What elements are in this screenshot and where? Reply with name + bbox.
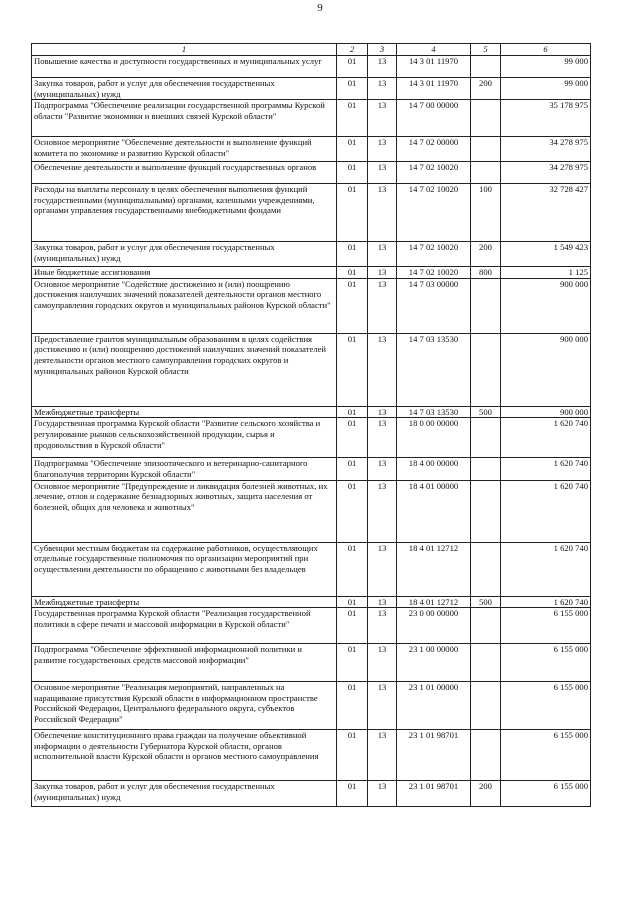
- cell-name: Основное мероприятие "Содействие достижению и (или) поощрению достижения наилучших значений показателей деятельности органов местного самоуправления городских округов и муниципальных районов Курской области": [32, 278, 337, 333]
- cell-target-article: 18 4 01 12712: [397, 596, 471, 608]
- cell-subsection: 13: [368, 730, 397, 781]
- cell-expense-type: [471, 162, 501, 184]
- cell-section: 01: [337, 78, 368, 100]
- column-header-expense-type: 5: [471, 44, 501, 56]
- cell-target-article: 14 7 02 10020: [397, 242, 471, 267]
- cell-subsection: 13: [368, 418, 397, 458]
- cell-target-article: 14 7 02 10020: [397, 267, 471, 279]
- cell-expense-type: [471, 608, 501, 644]
- cell-subsection: 13: [368, 162, 397, 184]
- cell-name: Подпрограмма "Обеспечение эффективной информационной политики и развитие государственных средств массовой информации": [32, 644, 337, 682]
- cell-amount: 900 000: [501, 406, 591, 418]
- cell-subsection: 13: [368, 542, 397, 596]
- cell-amount: 99 000: [501, 78, 591, 100]
- cell-name: Закупка товаров, работ и услуг для обеспечения государственных (муниципальных) нужд: [32, 781, 337, 807]
- cell-target-article: 23 1 01 98701: [397, 730, 471, 781]
- cell-name: Субвенции местным бюджетам на содержание работников, осуществляющих отдельные государственные полномочия по организации мероприятий при осуществлении деятельности по обращению с животными без владельцев: [32, 542, 337, 596]
- cell-expense-type: 200: [471, 78, 501, 100]
- cell-name: Обеспечение конституционного права граждан на получение объективной информации о деятельности Губернатора Курской области, органов исполнительной власти Курской области и органов местного самоуправления: [32, 730, 337, 781]
- cell-section: 01: [337, 100, 368, 137]
- cell-section: 01: [337, 596, 368, 608]
- cell-target-article: 14 7 03 13530: [397, 333, 471, 406]
- cell-amount: 1 620 740: [501, 480, 591, 542]
- cell-target-article: 14 7 02 10020: [397, 184, 471, 242]
- column-header-target-article: 4: [397, 44, 471, 56]
- table-row: [32, 608, 591, 644]
- cell-amount: 6 155 000: [501, 781, 591, 807]
- table-row: [32, 333, 591, 406]
- cell-subsection: 13: [368, 100, 397, 137]
- table-row: [32, 162, 591, 184]
- cell-amount: 6 155 000: [501, 608, 591, 644]
- table-row: [32, 480, 591, 542]
- cell-section: 01: [337, 406, 368, 418]
- cell-target-article: 23 0 00 00000: [397, 608, 471, 644]
- cell-target-article: 14 7 00 00000: [397, 100, 471, 137]
- cell-name: Подпрограмма "Обеспечение эпизоотического и ветеринарно-санитарного благополучия территории Курской области": [32, 458, 337, 480]
- cell-expense-type: [471, 458, 501, 480]
- cell-name: Закупка товаров, работ и услуг для обеспечения государственных (муниципальных) нужд: [32, 78, 337, 100]
- cell-subsection: 13: [368, 644, 397, 682]
- cell-target-article: 23 1 01 98701: [397, 781, 471, 807]
- cell-amount: 900 000: [501, 333, 591, 406]
- cell-expense-type: [471, 56, 501, 78]
- table-row: [32, 781, 591, 807]
- cell-subsection: 13: [368, 333, 397, 406]
- cell-target-article: 18 0 00 00000: [397, 418, 471, 458]
- cell-subsection: 13: [368, 406, 397, 418]
- cell-target-article: 14 3 01 11970: [397, 78, 471, 100]
- cell-section: 01: [337, 278, 368, 333]
- cell-name: Государственная программа Курской области "Реализация государственной политики в сфере печати и массовой информации в Курской области": [32, 608, 337, 644]
- cell-name: Закупка товаров, работ и услуг для обеспечения государственных (муниципальных) нужд: [32, 242, 337, 267]
- cell-amount: 35 178 975: [501, 100, 591, 137]
- cell-section: 01: [337, 418, 368, 458]
- cell-name: Обеспечение деятельности и выполнение функций государственных органов: [32, 162, 337, 184]
- cell-amount: 1 620 740: [501, 458, 591, 480]
- cell-subsection: 13: [368, 184, 397, 242]
- cell-section: 01: [337, 458, 368, 480]
- cell-name: Подпрограмма "Обеспечение реализации государственной программы Курской области "Развитие экономики и внешних связей Курской области": [32, 100, 337, 137]
- cell-subsection: 13: [368, 242, 397, 267]
- cell-expense-type: [471, 333, 501, 406]
- cell-subsection: 13: [368, 56, 397, 78]
- cell-expense-type: [471, 682, 501, 730]
- cell-target-article: 18 4 00 00000: [397, 458, 471, 480]
- cell-target-article: 14 7 03 00000: [397, 278, 471, 333]
- cell-amount: 900 000: [501, 278, 591, 333]
- cell-amount: 1 549 423: [501, 242, 591, 267]
- cell-subsection: 13: [368, 137, 397, 162]
- cell-target-article: 23 1 01 00000: [397, 682, 471, 730]
- cell-expense-type: [471, 542, 501, 596]
- budget-table: [31, 43, 591, 807]
- table-row: [32, 596, 591, 608]
- table-row: [32, 418, 591, 458]
- cell-expense-type: [471, 480, 501, 542]
- table-row: [32, 137, 591, 162]
- page-number: 9: [317, 2, 323, 14]
- cell-expense-type: [471, 100, 501, 137]
- cell-expense-type: [471, 137, 501, 162]
- column-header-amount: 6: [501, 44, 591, 56]
- cell-name: Государственная программа Курской области "Развитие сельского хозяйства и регулирование рынков сельскохозяйственной продукции, сырья и продовольствия в Курской области": [32, 418, 337, 458]
- table-row: [32, 406, 591, 418]
- table-body: [32, 56, 591, 807]
- cell-target-article: 14 3 01 11970: [397, 56, 471, 78]
- cell-subsection: 13: [368, 78, 397, 100]
- cell-name: Иные бюджетные ассигнования: [32, 267, 337, 279]
- table-row: [32, 644, 591, 682]
- cell-section: 01: [337, 608, 368, 644]
- cell-amount: 34 278 975: [501, 137, 591, 162]
- cell-section: 01: [337, 137, 368, 162]
- cell-amount: 1 125: [501, 267, 591, 279]
- cell-name: Расходы на выплаты персоналу в целях обеспечения выполнения функций государственными (муниципальными) органами, казенными учреждениями, органами управления государственными внебюджетными фондами: [32, 184, 337, 242]
- cell-section: 01: [337, 184, 368, 242]
- cell-name: Повышение качества и доступности государственных и муниципальных услуг: [32, 56, 337, 78]
- cell-amount: 34 278 975: [501, 162, 591, 184]
- cell-amount: 99 000: [501, 56, 591, 78]
- cell-expense-type: [471, 278, 501, 333]
- cell-section: 01: [337, 56, 368, 78]
- cell-amount: 32 728 427: [501, 184, 591, 242]
- table-row: [32, 267, 591, 279]
- cell-expense-type: [471, 644, 501, 682]
- cell-amount: 6 155 000: [501, 644, 591, 682]
- cell-target-article: 18 4 01 12712: [397, 542, 471, 596]
- cell-section: 01: [337, 644, 368, 682]
- cell-subsection: 13: [368, 608, 397, 644]
- cell-section: 01: [337, 242, 368, 267]
- cell-subsection: 13: [368, 480, 397, 542]
- cell-name: Основное мероприятие "Предупреждение и ликвидация болезней животных, их лечение, отлов и содержание безнадзорных животных, защита населения от болезней, общих для человека и животных": [32, 480, 337, 542]
- cell-name: Межбюджетные трансферты: [32, 596, 337, 608]
- cell-amount: 1 620 740: [501, 596, 591, 608]
- cell-section: 01: [337, 682, 368, 730]
- table-row: [32, 242, 591, 267]
- table-row: [32, 100, 591, 137]
- cell-name: Предоставление грантов муниципальным образованиям в целях содействия достижению и (или) поощрению достижений наилучших значений показателей деятельности органов местного самоуправления городских округов и муниципальных районов Курской области: [32, 333, 337, 406]
- table-row: [32, 542, 591, 596]
- cell-expense-type: 100: [471, 184, 501, 242]
- cell-target-article: 18 4 01 00000: [397, 480, 471, 542]
- table-row: [32, 78, 591, 100]
- cell-amount: 1 620 740: [501, 542, 591, 596]
- cell-expense-type: 800: [471, 267, 501, 279]
- table-row: [32, 56, 591, 78]
- cell-subsection: 13: [368, 458, 397, 480]
- cell-expense-type: 500: [471, 406, 501, 418]
- table-row: [32, 458, 591, 480]
- cell-section: 01: [337, 730, 368, 781]
- cell-subsection: 13: [368, 267, 397, 279]
- cell-target-article: 14 7 02 00000: [397, 137, 471, 162]
- table-header-row: [32, 44, 591, 56]
- cell-section: 01: [337, 781, 368, 807]
- table-row: [32, 278, 591, 333]
- cell-expense-type: [471, 418, 501, 458]
- cell-section: 01: [337, 162, 368, 184]
- cell-subsection: 13: [368, 682, 397, 730]
- cell-amount: 6 155 000: [501, 730, 591, 781]
- cell-name: Основное мероприятие "Реализация мероприятий, направленных на наращивание присутствия Курской области в информационном пространстве Российской Федерации, Центрального федерального округа, субъектов Российской Федерации": [32, 682, 337, 730]
- cell-name: Межбюджетные трансферты: [32, 406, 337, 418]
- cell-section: 01: [337, 542, 368, 596]
- table-row: [32, 184, 591, 242]
- cell-section: 01: [337, 267, 368, 279]
- cell-amount: 1 620 740: [501, 418, 591, 458]
- cell-expense-type: 500: [471, 596, 501, 608]
- cell-name: Основное мероприятие "Обеспечение деятельности и выполнение функций комитета по экономике и развитию Курской области": [32, 137, 337, 162]
- table-row: [32, 730, 591, 781]
- cell-amount: 6 155 000: [501, 682, 591, 730]
- cell-subsection: 13: [368, 596, 397, 608]
- cell-subsection: 13: [368, 781, 397, 807]
- column-header-section: 2: [337, 44, 368, 56]
- cell-target-article: 14 7 03 13530: [397, 406, 471, 418]
- cell-target-article: 23 1 00 00000: [397, 644, 471, 682]
- cell-expense-type: [471, 730, 501, 781]
- cell-subsection: 13: [368, 278, 397, 333]
- cell-expense-type: 200: [471, 781, 501, 807]
- cell-section: 01: [337, 333, 368, 406]
- table-row: [32, 682, 591, 730]
- column-header-subsection: 3: [368, 44, 397, 56]
- cell-section: 01: [337, 480, 368, 542]
- column-header-name: 1: [32, 44, 337, 56]
- cell-expense-type: 200: [471, 242, 501, 267]
- cell-target-article: 14 7 02 10020: [397, 162, 471, 184]
